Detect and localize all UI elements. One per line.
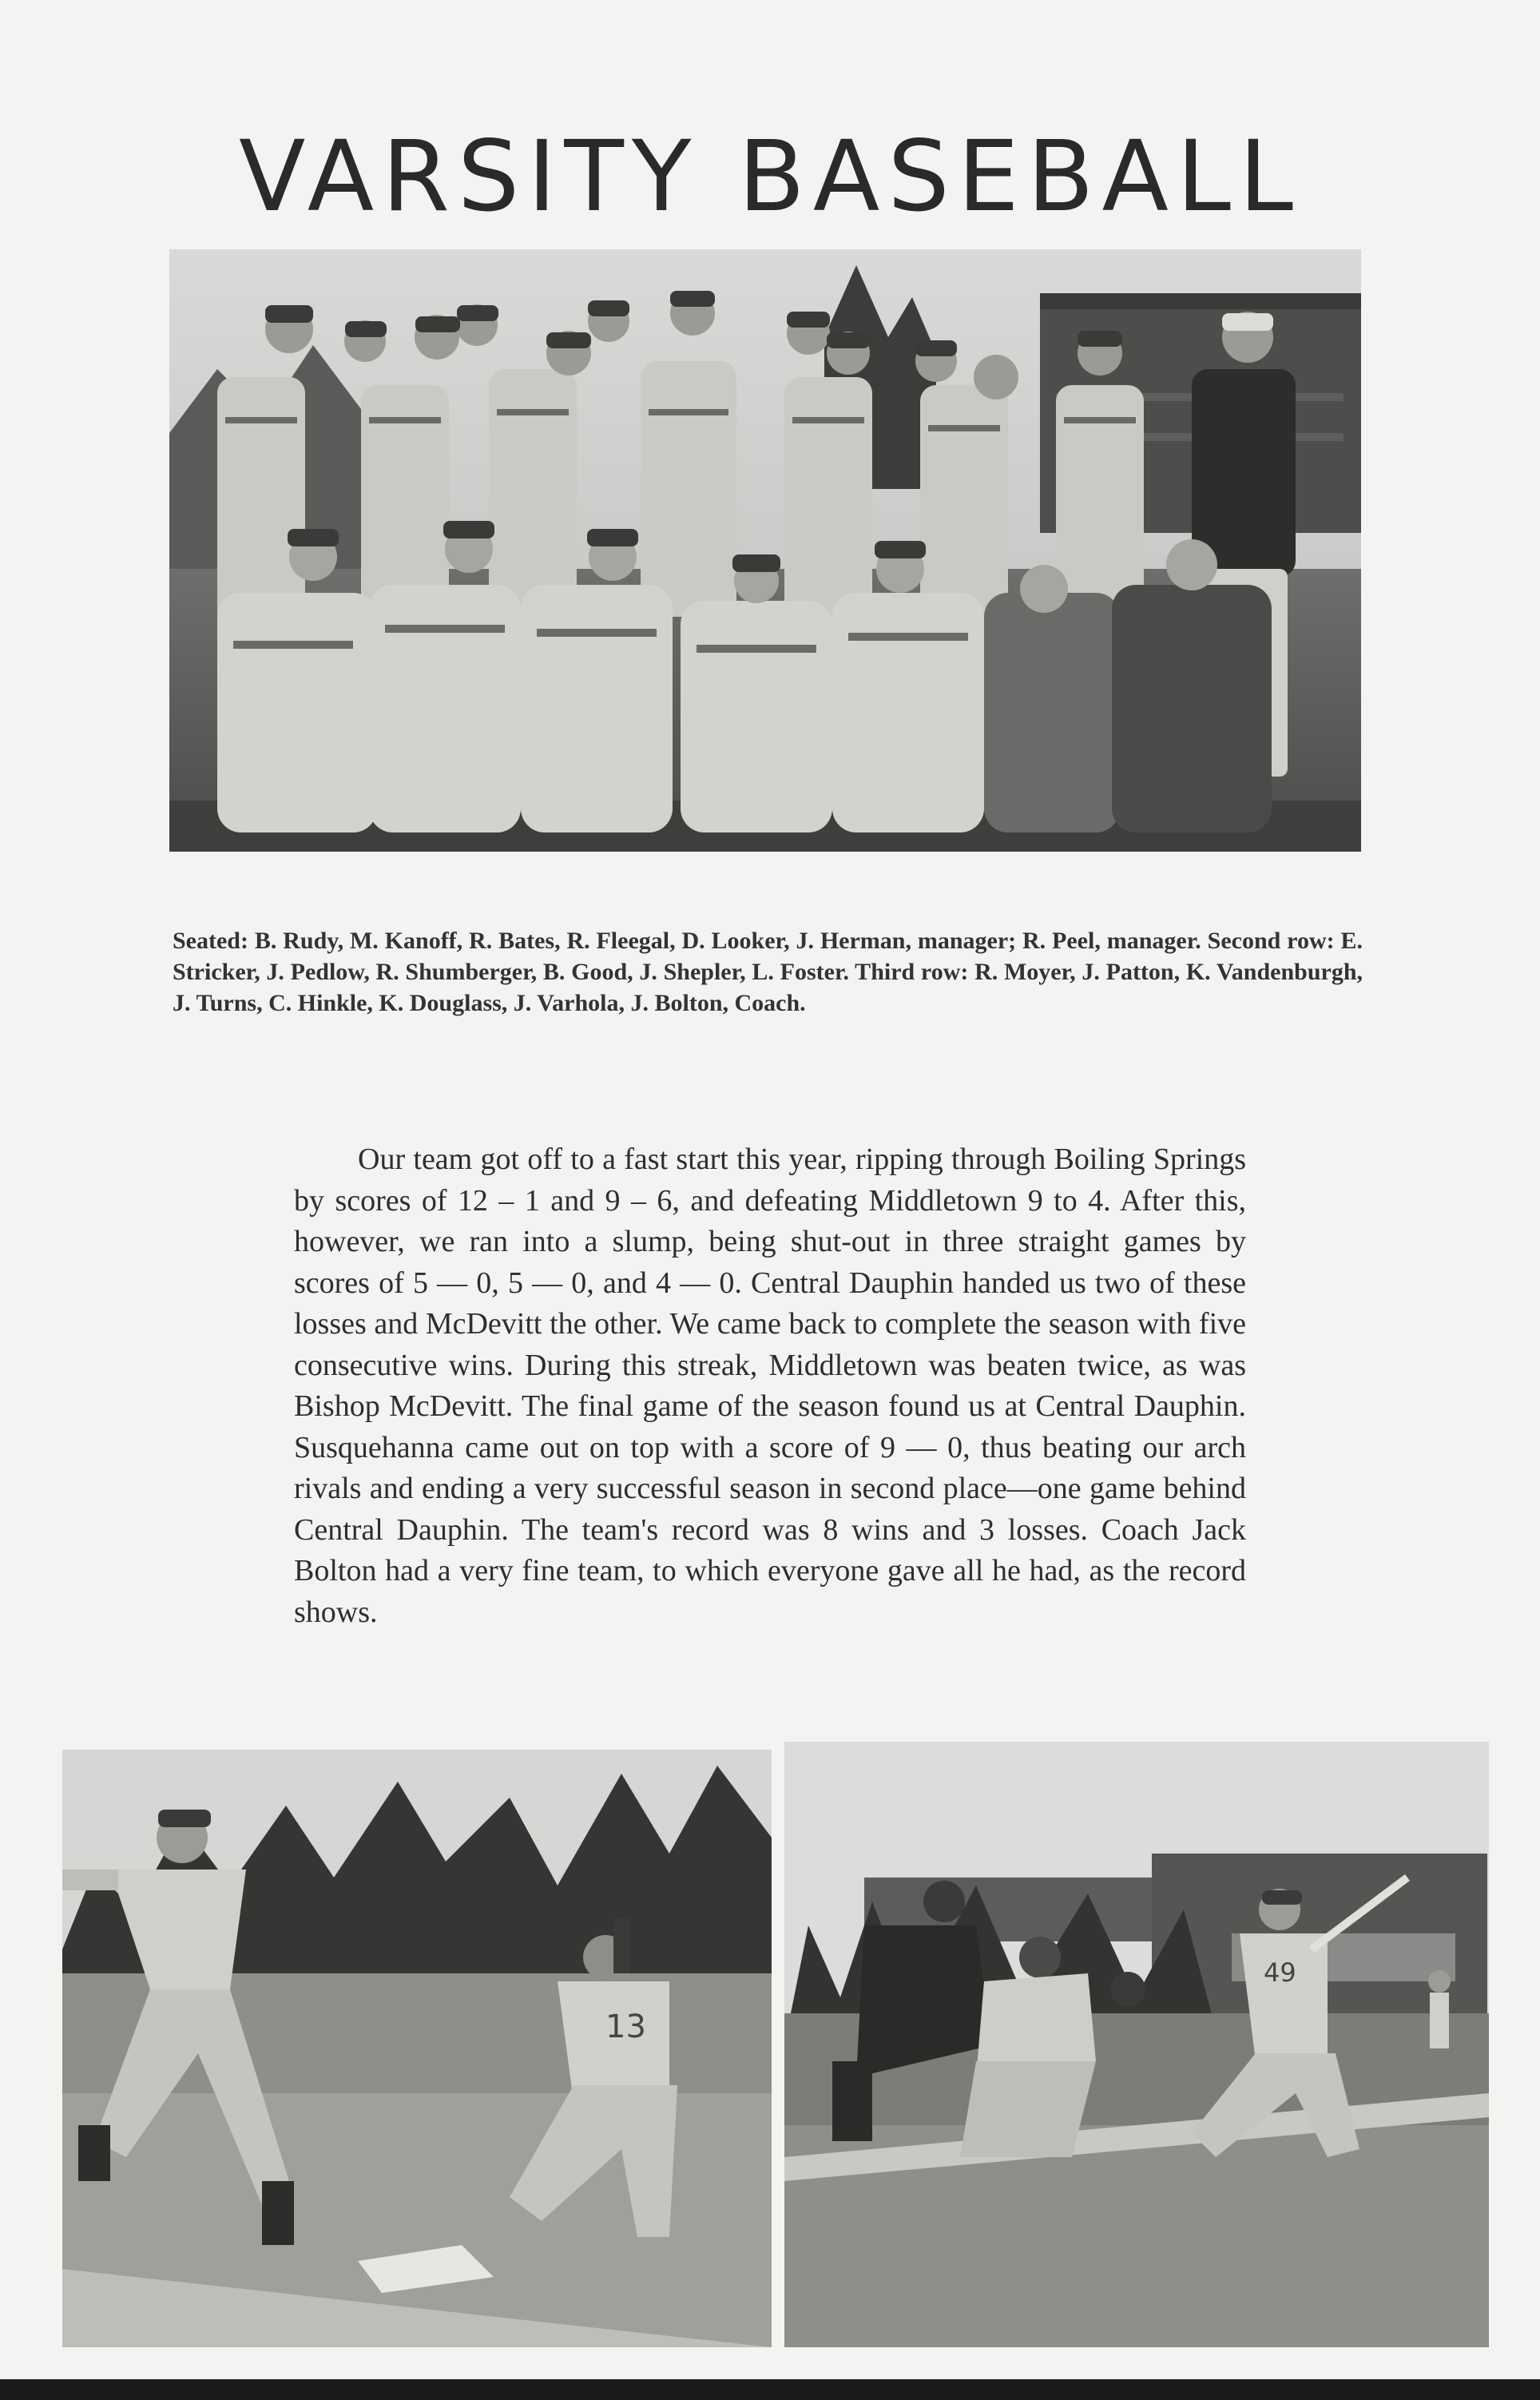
page-bottom-edge — [0, 2379, 1540, 2400]
page-title: VARSITY BASEBALL — [239, 120, 1301, 233]
jersey-number-13: 13 — [605, 2009, 646, 2045]
season-summary-paragraph: Our team got off to a fast start this year, ripping through Boiling Springs by scores of 12 – 1 and 9 – 6, and defeating Middletown 9 to 4. After this, however, we ran into a slump, being shut-out in three straight games by scores of 5 — 0, 5 — 0, and 4 — 0. Central Dauphin handed us two of these losses and McDevitt the other. We came back to complete the season with five consecutive wins. During this streak, Middletown was beaten twice, as was Bishop McDevitt. The final game of the season found us at Central Dauphin. Susquehanna came out on top with a score of 9 — 0, thus beating our arch rivals and ending a very successful season in second place—one game behind Central Dauphin. The team's record was 8 wins and 3 losses. Coach Jack Bolton had a very fine team, to which everyone gave all he had, as the record shows. — [294, 1142, 1246, 1629]
action-photo-first-base — [62, 1750, 772, 2347]
team-photo-caption: Seated: B. Rudy, M. Kanoff, R. Bates, R. Fleegal, D. Looker, J. Herman, manager; R. Peel, manager. Second row: E. Stricker, J. Pedlow, R. Shumberger, B. Good, J. Shepler, L. Foster. Third row: R. Moyer, J. Patton, K. Vandenburgh, J. Turns, C. Hinkle, K. Douglass, J. Varhola, J. Bolton, Coach. — [173, 928, 1363, 1016]
team-photo — [169, 249, 1361, 852]
jersey-number-49: 49 — [1264, 1957, 1296, 1988]
action-photo-home-plate — [784, 1742, 1489, 2347]
